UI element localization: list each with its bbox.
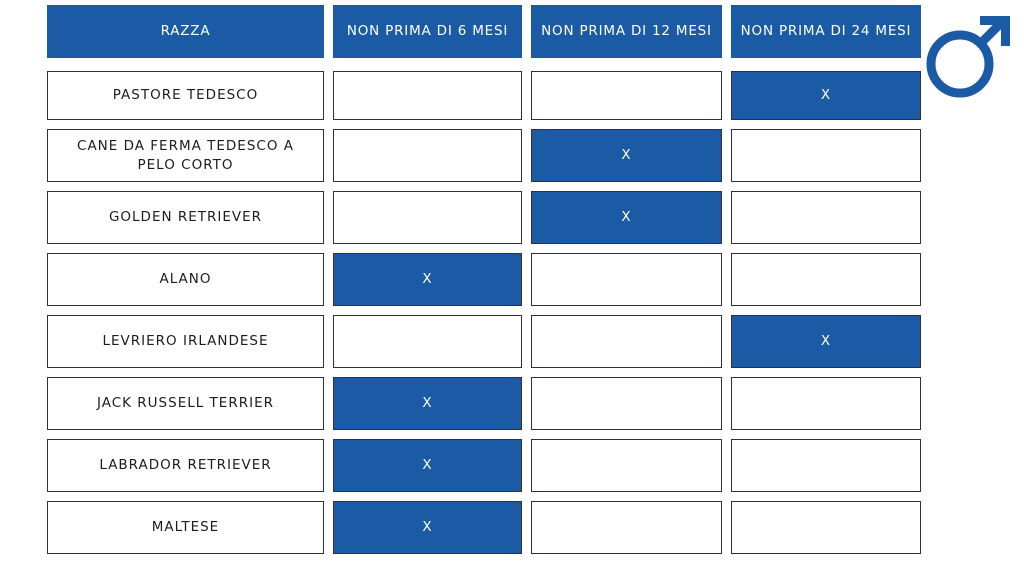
table-cell-6m: X xyxy=(333,253,522,306)
breed-cell: LABRADOR RETRIEVER xyxy=(47,439,324,492)
breed-cell: GOLDEN RETRIEVER xyxy=(47,191,324,244)
table-cell-6m: X xyxy=(333,377,522,430)
breed-cell: PASTORE TEDESCO xyxy=(47,71,324,120)
table-cell-12m xyxy=(531,501,722,554)
table-cell-6m: X xyxy=(333,439,522,492)
header-24-months: NON PRIMA DI 24 MESI xyxy=(731,5,921,58)
male-symbol-icon xyxy=(922,10,1014,102)
table-cell-12m xyxy=(531,439,722,492)
table-cell-6m xyxy=(333,191,522,244)
table-cell-24m xyxy=(731,439,921,492)
header-razza: RAZZA xyxy=(47,5,324,58)
table-cell-6m xyxy=(333,71,522,120)
table-cell-12m xyxy=(531,315,722,368)
table-cell-24m xyxy=(731,377,921,430)
table-cell-6m xyxy=(333,315,522,368)
breed-cell: LEVRIERO IRLANDESE xyxy=(47,315,324,368)
table-cell-12m xyxy=(531,377,722,430)
table-cell-24m xyxy=(731,253,921,306)
table-cell-24m xyxy=(731,191,921,244)
table-cell-12m: X xyxy=(531,191,722,244)
table-cell-12m xyxy=(531,71,722,120)
header-6-months: NON PRIMA DI 6 MESI xyxy=(333,5,522,58)
table-cell-24m: X xyxy=(731,315,921,368)
breed-cell: ALANO xyxy=(47,253,324,306)
breed-table xyxy=(47,5,921,554)
table-cell-12m: X xyxy=(531,129,722,182)
breed-cell: CANE DA FERMA TEDESCO A PELO CORTO xyxy=(47,129,324,182)
breed-cell: JACK RUSSELL TERRIER xyxy=(47,377,324,430)
table-cell-24m: X xyxy=(731,71,921,120)
table-cell-12m xyxy=(531,253,722,306)
table-cell-6m xyxy=(333,129,522,182)
table-cell-6m: X xyxy=(333,501,522,554)
breed-cell: MALTESE xyxy=(47,501,324,554)
table-cell-24m xyxy=(731,129,921,182)
header-12-months: NON PRIMA DI 12 MESI xyxy=(531,5,722,58)
table-cell-24m xyxy=(731,501,921,554)
